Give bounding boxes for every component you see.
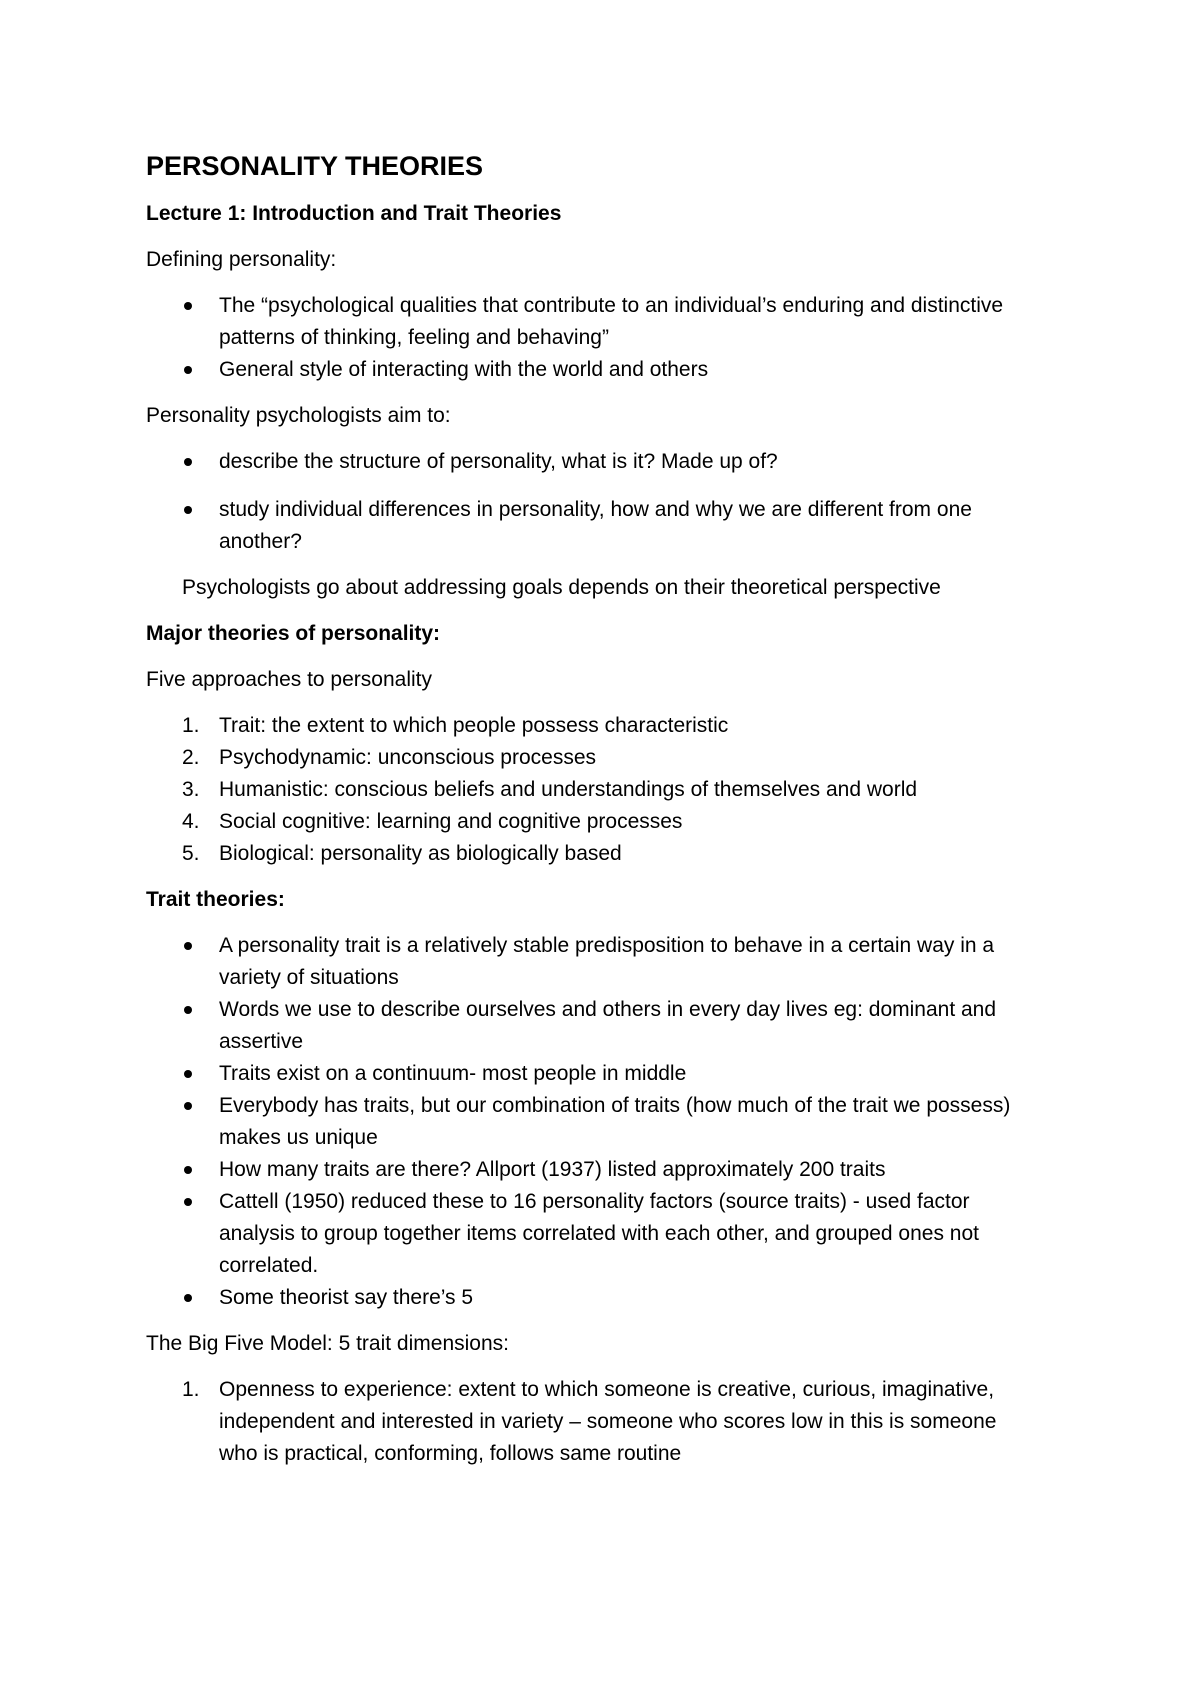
- aims-list: [146, 446, 1040, 558]
- list-item: [146, 774, 1040, 806]
- list-number: 3.: [182, 778, 200, 801]
- list-item: [146, 838, 1040, 870]
- list-item: [146, 806, 1040, 838]
- big-five-label: The Big Five Model: 5 trait dimensions:: [146, 1332, 509, 1355]
- list-item: study individual differences in personality, how and why we are different from one another?: [146, 494, 1040, 558]
- approaches-list: [146, 710, 1040, 870]
- page-title: PERSONALITY THEORIES: [146, 151, 484, 181]
- trait-list: [146, 930, 1040, 1314]
- list-item: Words we use to describe ourselves and others in every day lives eg: dominant and assertive: [146, 994, 1040, 1058]
- list-item: How many traits are there? Allport (1937) listed approximately 200 traits: [146, 1154, 1040, 1186]
- list-number: 1.: [182, 714, 200, 737]
- big-five-list: [146, 1374, 1040, 1470]
- list-item: A personality trait is a relatively stable predisposition to behave in a certain way in a variety of situations: [146, 930, 1040, 994]
- list-item: The “psychological qualities that contribute to an individual’s enduring and distinctive patterns of thinking, feeling and behaving”: [146, 290, 1040, 354]
- five-approaches-label: Five approaches to personality: [146, 668, 432, 691]
- list-item: describe the structure of personality, what is it? Made up of?: [146, 446, 1040, 478]
- aims-label: Personality psychologists aim to:: [146, 404, 451, 427]
- list-text: Psychodynamic: unconscious processes: [219, 746, 597, 769]
- defining-list: [146, 290, 1040, 386]
- list-text: Humanistic: conscious beliefs and understandings of themselves and world: [219, 778, 918, 801]
- list-number: 4.: [182, 810, 200, 833]
- list-text: Biological: personality as biologically based: [219, 842, 622, 865]
- list-text: Trait: the extent to which people possess characteristic: [219, 714, 729, 737]
- aims-note: Psychologists go about addressing goals depends on their theoretical perspective: [182, 576, 941, 599]
- list-item: Everybody has traits, but our combination of traits (how much of the trait we possess) makes us unique: [146, 1090, 1040, 1154]
- list-item: [146, 710, 1040, 742]
- list-item: [146, 742, 1040, 774]
- major-theories-heading: Major theories of personality:: [146, 622, 441, 645]
- list-text: Openness to experience: extent to which someone is creative, curious, imaginative, independent and interested in variety – someone who scores low in this is someone who is practical, conforming, follows same routine: [219, 1378, 997, 1465]
- list-item: Some theorist say there’s 5: [146, 1282, 1040, 1314]
- defining-label: Defining personality:: [146, 248, 337, 271]
- list-number: 1.: [182, 1378, 200, 1401]
- list-item: Cattell (1950) reduced these to 16 personality factors (source traits) - used factor analysis to group together items correlated with each other, and grouped ones not correlated.: [146, 1186, 1040, 1282]
- list-item: Traits exist on a continuum- most people in middle: [146, 1058, 1040, 1090]
- list-number: 2.: [182, 746, 200, 769]
- list-item: General style of interacting with the world and others: [146, 354, 1040, 386]
- list-number: 5.: [182, 842, 200, 865]
- list-text: Social cognitive: learning and cognitive processes: [219, 810, 683, 833]
- lecture-heading: Lecture 1: Introduction and Trait Theories: [146, 202, 562, 225]
- list-item: [146, 1374, 1040, 1470]
- trait-theories-heading: Trait theories:: [146, 888, 285, 911]
